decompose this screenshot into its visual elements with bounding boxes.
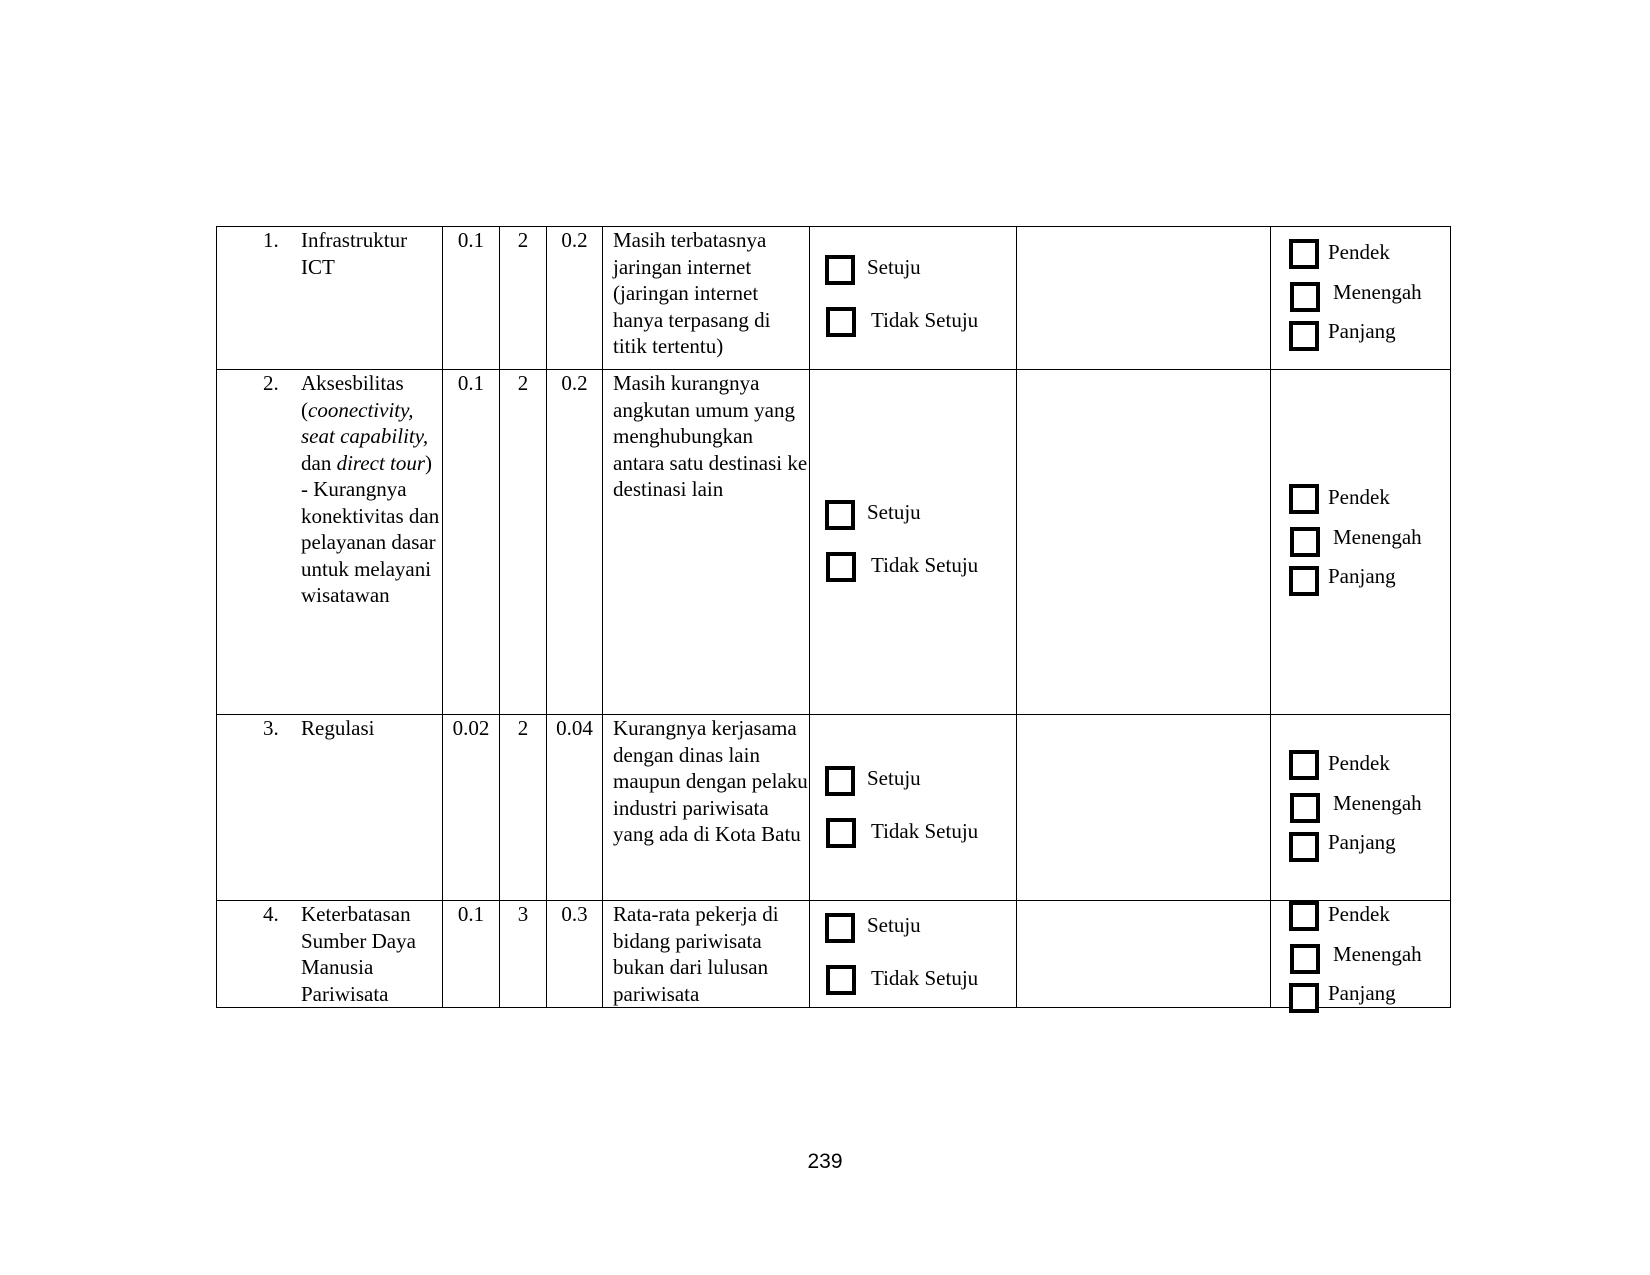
agreement-cell [810, 715, 1017, 901]
term-cell [1271, 227, 1451, 370]
agreement-cell [810, 227, 1017, 370]
disagree-label: Tidak Setuju [871, 966, 979, 990]
term-cell [1271, 901, 1451, 1008]
description-cell: Rata-rata pekerja di bidang pariwisata bukan dari lulusan pariwisata [603, 901, 810, 1008]
factor-name: Infrastruktur ICT [301, 228, 408, 279]
short-term-checkbox[interactable] [1289, 484, 1319, 514]
weight-cell: 0.1 [443, 227, 500, 370]
agree-label: Setuju [867, 766, 921, 790]
factor-name: Aksesbilitas (coonectivity, seat capability, dan direct tour) - Kurangnya konektivitas dan pelayanan dasar untuk melayani wisatawan [301, 371, 440, 607]
long-term-label: Panjang [1328, 981, 1396, 1005]
disagree-checkbox[interactable] [826, 965, 856, 995]
short-term-checkbox[interactable] [1289, 750, 1319, 780]
disagree-checkbox[interactable] [826, 818, 856, 848]
long-term-label: Panjang [1328, 830, 1396, 854]
factor-cell [217, 370, 443, 715]
long-term-checkbox[interactable] [1289, 832, 1319, 862]
term-cell [1271, 370, 1451, 715]
weight-cell: 0.02 [443, 715, 500, 901]
disagree-label: Tidak Setuju [871, 819, 979, 843]
score-cell: 0.3 [547, 901, 603, 1008]
rating-cell: 2 [500, 227, 547, 370]
agree-checkbox[interactable] [825, 255, 855, 285]
disagree-label: Tidak Setuju [871, 553, 979, 577]
analysis-table [216, 226, 1451, 1008]
score-cell: 0.2 [547, 227, 603, 370]
factor-name: Keterbatasan Sumber Daya Manusia Pariwisata [301, 902, 416, 1006]
short-term-checkbox[interactable] [1289, 901, 1319, 931]
long-term-checkbox[interactable] [1289, 321, 1319, 351]
row-number: 4. [263, 902, 279, 926]
rating-cell: 3 [500, 901, 547, 1008]
table-row [217, 901, 1451, 1008]
medium-term-label: Menengah [1333, 942, 1422, 966]
medium-term-label: Menengah [1333, 280, 1422, 304]
weight-cell: 0.1 [443, 901, 500, 1008]
rating-cell: 2 [500, 715, 547, 901]
agree-checkbox[interactable] [825, 766, 855, 796]
disagree-checkbox[interactable] [826, 552, 856, 582]
medium-term-checkbox[interactable] [1290, 527, 1320, 557]
factor-name: Regulasi [301, 716, 375, 740]
medium-term-label: Menengah [1333, 791, 1422, 815]
row-number: 1. [263, 228, 279, 252]
agreement-cell [810, 901, 1017, 1008]
long-term-label: Panjang [1328, 319, 1396, 343]
row-number: 2. [263, 371, 279, 395]
agree-checkbox[interactable] [825, 500, 855, 530]
description-cell: Masih kurangnya angkutan umum yang menghubungkan antara satu destinasi ke destinasi lain [603, 370, 810, 715]
disagree-checkbox[interactable] [826, 307, 856, 337]
agree-checkbox[interactable] [825, 913, 855, 943]
medium-term-checkbox[interactable] [1290, 282, 1320, 312]
strategy-cell [1017, 370, 1271, 715]
short-term-label: Pendek [1328, 485, 1390, 509]
short-term-checkbox[interactable] [1289, 239, 1319, 269]
short-term-label: Pendek [1328, 902, 1390, 926]
page-number: 239 [807, 1150, 843, 1173]
strategy-cell [1017, 715, 1271, 901]
table-row [217, 370, 1451, 715]
term-cell [1271, 715, 1451, 901]
disagree-label: Tidak Setuju [871, 308, 979, 332]
table-row [217, 227, 1451, 370]
strategy-cell [1017, 227, 1271, 370]
table-row [217, 715, 1451, 901]
medium-term-checkbox[interactable] [1290, 944, 1320, 974]
medium-term-label: Menengah [1333, 525, 1422, 549]
long-term-checkbox[interactable] [1289, 983, 1319, 1013]
score-cell: 0.2 [547, 370, 603, 715]
description-cell: Kurangnya kerjasama dengan dinas lain maupun dengan pelaku industri pariwisata yang ada di Kota Batu [603, 715, 810, 901]
agree-label: Setuju [867, 500, 921, 524]
factor-cell [217, 901, 443, 1008]
row-number: 3. [263, 716, 279, 740]
agree-label: Setuju [867, 255, 921, 279]
description-cell: Masih terbatasnya jaringan internet (jaringan internet hanya terpasang di titik tertentu) [603, 227, 810, 370]
weight-cell: 0.1 [443, 370, 500, 715]
strategy-cell [1017, 901, 1271, 1008]
factor-cell [217, 227, 443, 370]
long-term-label: Panjang [1328, 564, 1396, 588]
factor-cell [217, 715, 443, 901]
agree-label: Setuju [867, 913, 921, 937]
short-term-label: Pendek [1328, 751, 1390, 775]
rating-cell: 2 [500, 370, 547, 715]
medium-term-checkbox[interactable] [1290, 793, 1320, 823]
score-cell: 0.04 [547, 715, 603, 901]
short-term-label: Pendek [1328, 240, 1390, 264]
long-term-checkbox[interactable] [1289, 566, 1319, 596]
agreement-cell [810, 370, 1017, 715]
